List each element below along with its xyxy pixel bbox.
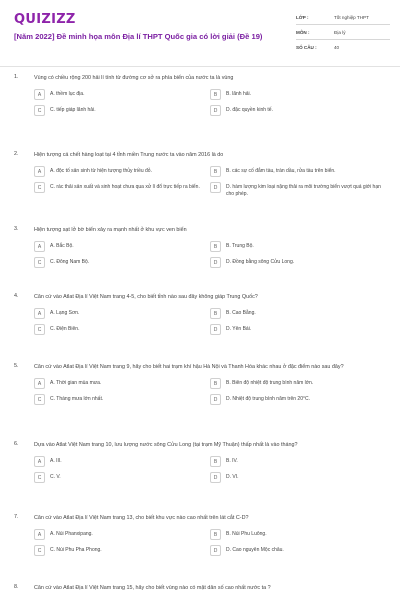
option-text: B. lãnh hải.	[226, 91, 252, 97]
meta-label: MÔN :	[296, 29, 310, 35]
question-item	[0, 441, 400, 483]
quizizz-logo: QUIZIZZ	[14, 12, 76, 27]
option-letter-box: D	[210, 472, 221, 483]
answer-option[interactable]	[210, 378, 386, 389]
option-text: C. Núi Phu Pha Phong.	[50, 547, 102, 553]
option-text: D. VI.	[226, 474, 239, 480]
question-number: 6.	[14, 441, 19, 447]
question-text: Dựa vào Atlat Việt Nam trang 10, lưu lượng nước sông Cửu Long (tại trạm Mỹ Thuận) thấp nhất là vào tháng?	[34, 442, 298, 448]
answer-option[interactable]	[210, 472, 386, 483]
meta-value: Tốt nghiệp THPT	[334, 14, 369, 20]
option-text: A. Bắc Bộ.	[50, 243, 74, 249]
option-text: C. rác thải sản xuất và sinh hoạt chưa qua xử lí đổ trực tiếp ra biển.	[50, 184, 200, 190]
question-number: 8.	[14, 584, 19, 590]
question-header	[0, 514, 400, 522]
option-text: A. III.	[50, 458, 62, 464]
option-letter-box: A	[34, 241, 45, 252]
option-text: B. các sự cố đắm tàu, tràn dầu, rửa tàu trên biển.	[226, 168, 336, 174]
options-grid	[0, 529, 400, 556]
answer-option[interactable]	[34, 241, 210, 252]
answer-option[interactable]	[34, 378, 210, 389]
option-letter-box: C	[34, 182, 45, 193]
answer-option[interactable]	[34, 456, 210, 467]
answer-option[interactable]	[34, 182, 210, 198]
header-divider	[0, 66, 400, 67]
question-number: 3.	[14, 226, 19, 232]
option-letter-box: B	[210, 529, 221, 540]
meta-label: LỚP :	[296, 14, 309, 20]
option-letter-box: C	[34, 105, 45, 116]
question-item	[0, 74, 400, 116]
answer-option[interactable]	[210, 529, 386, 540]
answer-option[interactable]	[34, 394, 210, 405]
question-item	[0, 151, 400, 198]
option-letter-box: A	[34, 166, 45, 177]
option-letter-box: A	[34, 529, 45, 540]
question-header	[0, 584, 400, 592]
answer-option[interactable]	[34, 105, 210, 116]
option-text: D. hàm lượng kim loại nặng thải ra môi trường biển vượt quá giới hạn cho phép.	[226, 184, 381, 197]
answer-option[interactable]	[210, 166, 386, 177]
answer-option[interactable]	[210, 182, 386, 198]
answer-option[interactable]	[210, 89, 386, 100]
option-letter-box: C	[34, 394, 45, 405]
meta-row-subject	[296, 25, 390, 40]
answer-option[interactable]	[34, 257, 210, 268]
option-text: C. tiếp giáp lãnh hải.	[50, 107, 96, 113]
meta-label: SỐ CÂU :	[296, 45, 317, 50]
answer-option[interactable]	[210, 456, 386, 467]
option-letter-box: B	[210, 378, 221, 389]
option-text: A. độc tố sản sinh từ hiện tượng thủy triều đỏ.	[50, 168, 152, 174]
question-header	[0, 226, 400, 234]
option-letter-box: B	[210, 456, 221, 467]
option-text: D. Nhiệt độ trung bình năm trên 20°C.	[226, 396, 310, 402]
question-header	[0, 441, 400, 449]
option-text: D. Yên Bái.	[226, 326, 252, 332]
option-letter-box: C	[34, 257, 45, 268]
option-text: B. Trung Bộ.	[226, 243, 254, 249]
option-letter-box: C	[34, 472, 45, 483]
question-number: 7.	[14, 514, 19, 520]
question-text: Hiện tượng cá chết hàng loạt tại 4 tỉnh miền Trung nước ta vào năm 2016 là do	[34, 152, 224, 158]
option-letter-box: C	[34, 545, 45, 556]
option-text: D. đặc quyền kinh tế.	[226, 107, 273, 113]
option-text: A. Thời gian mùa mưa.	[50, 380, 102, 386]
meta-row-count	[296, 40, 390, 55]
options-grid	[0, 378, 400, 405]
meta-value: Địa lý	[334, 29, 346, 35]
option-letter-box: A	[34, 378, 45, 389]
options-grid	[0, 89, 400, 116]
option-letter-box: A	[34, 456, 45, 467]
question-text: Hiện tượng sạt lở bờ biển xảy ra mạnh nhất ở khu vực ven biển	[34, 227, 187, 233]
option-letter-box: D	[210, 324, 221, 335]
option-letter-box: D	[210, 105, 221, 116]
answer-option[interactable]	[34, 545, 210, 556]
answer-option[interactable]	[210, 394, 386, 405]
option-letter-box: D	[210, 394, 221, 405]
question-number: 1.	[14, 74, 19, 80]
question-item	[0, 584, 400, 592]
answer-option[interactable]	[210, 324, 386, 335]
answer-option[interactable]	[210, 257, 386, 268]
question-text: Căn cứ vào Atlat Địa lí Việt Nam trang 15, hãy cho biết vùng nào có mật dân số cao nhất nước ta ?	[34, 585, 271, 591]
option-letter-box: D	[210, 182, 221, 193]
option-text: A. Lạng Sơn.	[50, 310, 80, 316]
meta-table	[296, 10, 390, 55]
options-grid	[0, 166, 400, 198]
question-number: 5.	[14, 363, 19, 369]
option-text: A. thềm lục địa.	[50, 91, 85, 97]
option-text: C. Tháng mưa lớn nhất.	[50, 396, 104, 402]
option-text: C. V.	[50, 474, 61, 480]
option-text: C. Đông Nam Bộ.	[50, 259, 90, 265]
option-letter-box: B	[210, 166, 221, 177]
answer-option[interactable]	[210, 105, 386, 116]
meta-row-class	[296, 10, 390, 25]
option-text: B. Núi Phu Luông.	[226, 531, 267, 537]
answer-option[interactable]	[34, 529, 210, 540]
option-text: B. Cao Bằng.	[226, 310, 256, 316]
option-letter-box: A	[34, 89, 45, 100]
options-grid	[0, 456, 400, 483]
option-letter-box: B	[210, 241, 221, 252]
question-item	[0, 363, 400, 405]
option-letter-box: B	[210, 308, 221, 319]
question-header	[0, 151, 400, 159]
worksheet-header	[0, 0, 400, 66]
option-letter-box: A	[34, 308, 45, 319]
answer-option[interactable]	[34, 472, 210, 483]
answer-option[interactable]	[34, 166, 210, 177]
question-item	[0, 293, 400, 335]
option-letter-box: D	[210, 545, 221, 556]
answer-option[interactable]	[34, 89, 210, 100]
answer-option[interactable]	[210, 241, 386, 252]
meta-value: 40	[334, 45, 340, 50]
options-grid	[0, 241, 400, 268]
option-text: A. Núi Phanxipang.	[50, 531, 93, 537]
answer-option[interactable]	[210, 308, 386, 319]
answer-option[interactable]	[34, 324, 210, 335]
question-text: Căn cứ vào Atlat Địa lí Việt Nam trang 13, cho biết khu vực nào cao nhất trên lát cắt C-D?	[34, 515, 249, 521]
question-text: Căn cứ vào Atlat Địa lí Việt Nam trang 4-5, cho biết tỉnh nào sau đây không giáp Trung Quốc?	[34, 294, 258, 300]
question-number: 4.	[14, 293, 19, 299]
question-item	[0, 514, 400, 556]
option-letter-box: C	[34, 324, 45, 335]
option-text: B. Biên độ nhiệt độ trung bình năm lớn.	[226, 380, 314, 386]
answer-option[interactable]	[34, 308, 210, 319]
option-letter-box: B	[210, 89, 221, 100]
options-grid	[0, 308, 400, 335]
option-text: B. IV.	[226, 458, 238, 464]
option-text: D. Cao nguyên Mộc châu.	[226, 547, 284, 553]
question-number: 2.	[14, 151, 19, 157]
question-header	[0, 293, 400, 301]
option-text: D. Đồng bằng sông Cửu Long.	[226, 259, 295, 265]
question-item	[0, 226, 400, 268]
question-header	[0, 74, 400, 82]
question-header	[0, 363, 400, 371]
question-text: Căn cứ vào Atlat Địa lí Việt Nam trang 9, hãy cho biết hai trạm khí hậu Hà Nội và Thanh Hóa khác nhau ở đặc điểm nào sau đây?	[34, 364, 344, 370]
document-title: [Năm 2022] Đề minh họa môn Địa lí THPT Quốc gia có lời giải (Đề 19)	[14, 32, 263, 41]
answer-option[interactable]	[210, 545, 386, 556]
option-text: C. Điện Biên.	[50, 326, 80, 332]
question-text: Vùng có chiều rộng 200 hải lí tính từ đường cơ sở ra phía biển của nước ta là vùng	[34, 75, 234, 81]
option-letter-box: D	[210, 257, 221, 268]
